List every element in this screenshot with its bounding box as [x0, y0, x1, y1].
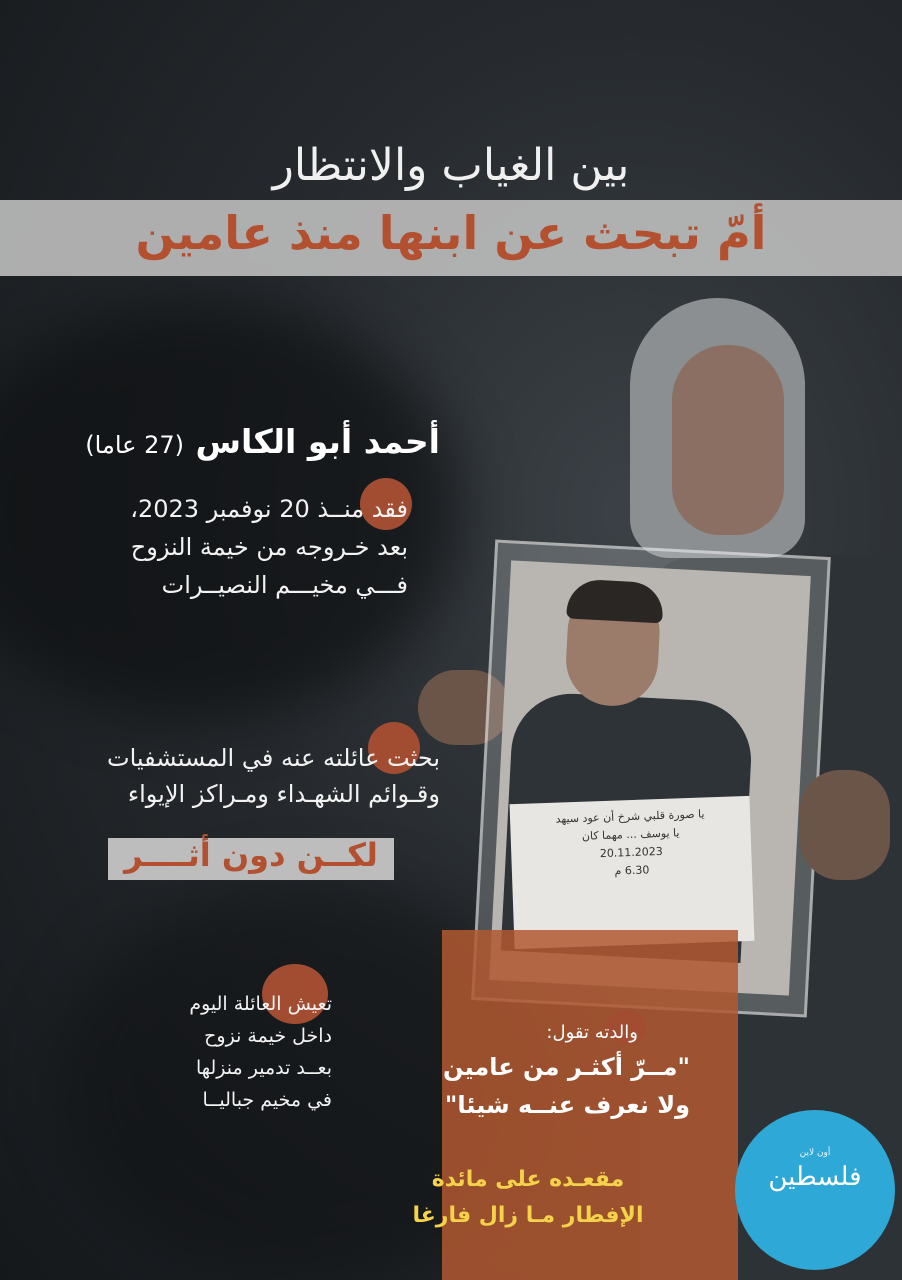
woman-face	[672, 345, 784, 535]
mother-quote: "مــرّ أكثـر من عامين ولا نعرف عنــه شيئا"	[443, 1053, 690, 1119]
logo-subtitle: أون لاين	[799, 1148, 831, 1158]
empty-seat-text: مقعـده على مائدة الإفطار مـا زال فارغا	[412, 1167, 644, 1228]
mother-label: والدته تقول:	[546, 1022, 638, 1043]
paragraph-family: تعيش العائلة اليوم داخل خيمة نزوح بعــد تدمير منزلها في مخيم جباليــا	[189, 993, 332, 1111]
person-name	[85, 422, 440, 461]
person-age: (27 عاما)	[85, 431, 185, 459]
no-trace-text: لكــن دون أثــــر	[124, 836, 378, 874]
header-line1: بين الغياب والانتظار	[272, 140, 630, 191]
paragraph-search: بحثت عائلته عنه في المستشفيات وقـوائم الشهـداء ومـراكز الإيواء	[107, 744, 440, 808]
logo-text: فلسطين	[768, 1162, 862, 1192]
photo-person-hair	[566, 578, 664, 623]
name-text: أحمد أبو الكاس	[195, 422, 440, 461]
handwritten-note: يا صورة قلبي شرخ أن عود سيهد يا يوسف ... مهما كان 20.11.2023 6.30 م	[510, 796, 755, 949]
woman-hand-right	[800, 770, 890, 880]
paragraph-missing: فقد منــذ 20 نوفمبر 2023، بعد خـروجه من خيمة النزوح فـــي مخيـــم النصيــرات	[130, 495, 408, 599]
header-line2: أمّ تبحث عن ابنها منذ عامين	[135, 206, 767, 260]
